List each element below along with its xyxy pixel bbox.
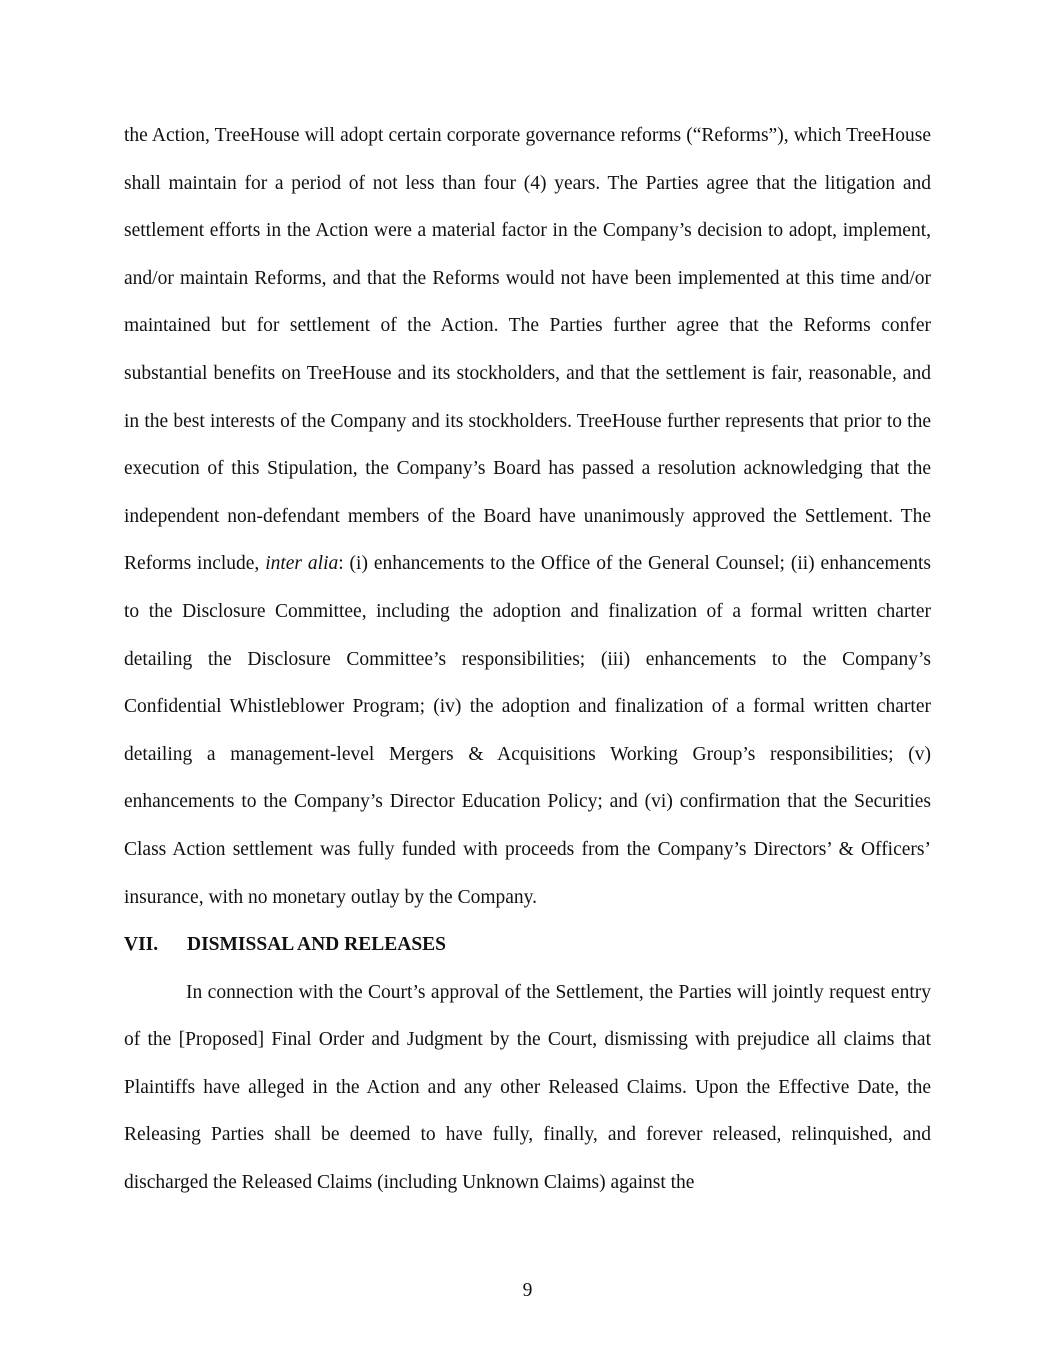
page-number: 9 [522,1280,533,1301]
reforms-paragraph [124,112,931,921]
inter-alia-italic: inter alia [265,553,339,575]
dismissal-paragraph: In connection with the Court’s approval of the Settlement, the Parties will jointly request entry of the [Proposed] Final Order and Judgment by the Court, dismissing with prejudice all claims that Plaintiffs have alleged in the Action and any other Released Claims. Upon the Effective Date, the Releasing Parties shall be deemed to have fully, finally, and forever released, relinquished, and discharged the Released Claims (including Unknown Claims) against the [124,981,931,1194]
section-number: VII. [124,934,159,956]
section-heading [124,921,931,969]
section-title: DISMISSAL AND RELEASES [187,934,447,956]
reforms-paragraph-text-2: : (i) enhancements to the Office of the General Counsel; (ii) enhancements to the Disclosure Committee, including the adoption and finalization of a formal written charter detailing the Disclosure Committee’s responsibilities; (iii) enhancements to the Company’s Confidential Whistleblower Program; (iv) the adoption and finalization of a formal written charter detailing a management-level Mergers & Acquisitions Working Group’s responsibilities; (v) enhancements to the Company’s Director Education Policy; and (vi) confirmation that the Securities Class Action settlement was fully funded with proceeds from the Company’s Directors’ & Officers’ insurance, with no monetary outlay by the Company. [124,553,931,908]
reforms-paragraph-text-1: the Action, TreeHouse will adopt certain corporate governance reforms (“Reforms”), which TreeHouse shall maintain for a period of not less than four (4) years. The Parties agree that the litigation and settlement efforts in the Action were a material factor in the Company’s decision to adopt, implement, and/or maintain Reforms, and that the Reforms would not have been implemented at this time and/or maintained but for settlement of the Action. The Parties further agree that the Reforms confer substantial benefits on TreeHouse and its stockholders, and that the settlement is fair, reasonable, and in the best interests of the Company and its stockholders. TreeHouse further represents that prior to the execution of this Stipulation, the Company’s Board has passed a resolution acknowledging that the independent non-defendant members of the Board have unanimously approved the Settlement. The Reforms include, [124,125,931,575]
document-body [124,112,931,1207]
